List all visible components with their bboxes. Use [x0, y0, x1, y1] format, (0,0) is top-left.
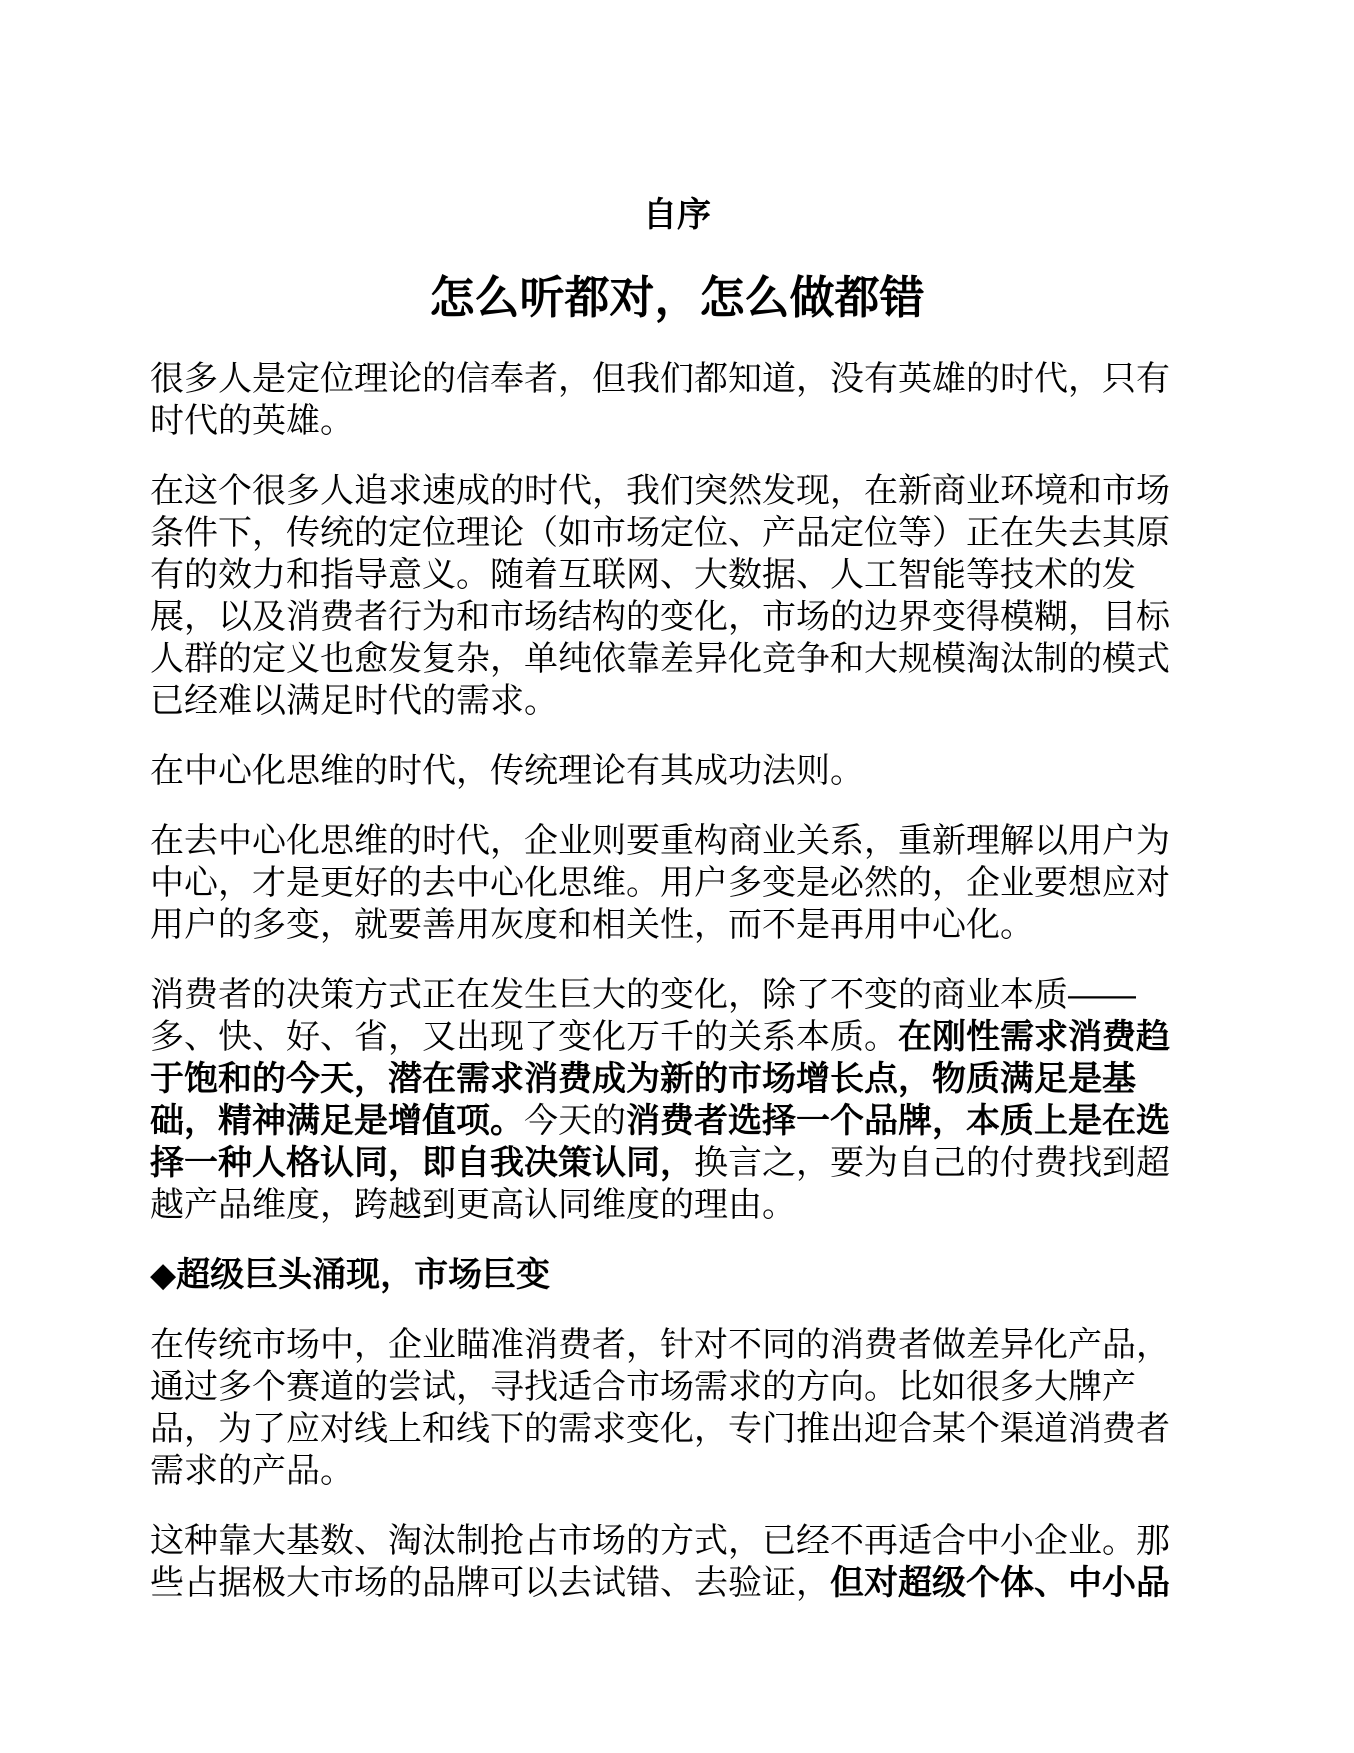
- paragraph: [150, 1520, 1170, 1604]
- text-run: 但对超级个体、中小品: [830, 1564, 1170, 1602]
- paragraph: [150, 358, 1170, 442]
- preface-label: 自序: [643, 196, 711, 234]
- document-body: [0, 358, 1354, 1604]
- section-heading: [150, 1254, 1170, 1296]
- text-run: 在传统市场中，企业瞄准消费者，针对不同的消费者做差异化产品，通过多个赛道的尝试，寻找适合市场需求的方向。比如很多大牌产品，为了应对线上和线下的需求变化，专门推出迎合某个渠道消费者需求的产品。: [150, 1326, 1170, 1490]
- paragraph: [150, 750, 1170, 792]
- text-run: 在刚性需求消费趋于饱和的今天，潜在需求消费成为新的市场增长点，物质满足是基础，精神满足是增值项。: [150, 1018, 1170, 1140]
- text-run: 换言之，要为自己的付费找到超越产品维度，跨越到更高认同维度的理由。: [150, 1144, 1170, 1224]
- text-run: 消费者选择一个品牌，本质上是在选择一种人格认同，即自我决策认同，: [150, 1102, 1170, 1182]
- paragraph: [150, 974, 1170, 1226]
- text-run: 很多人是定位理论的信奉者，但我们都知道，没有英雄的时代，只有时代的英雄。: [150, 360, 1170, 440]
- paragraph: [150, 470, 1170, 722]
- paragraph: [150, 1324, 1170, 1492]
- text-run: 消费者的决策方式正在发生巨大的变化，除了不变的商业本质——多、快、好、省，又出现了变化万千的关系本质。: [150, 976, 1136, 1056]
- chapter-title: 怎么听都对，怎么做都错: [429, 272, 925, 323]
- text-run: ◆超级巨头涌现，市场巨变: [150, 1256, 551, 1294]
- text-run: 在中心化思维的时代，传统理论有其成功法则。: [150, 752, 864, 790]
- text-run: 这种靠大基数、淘汰制抢占市场的方式，已经不再适合中小企业。那些占据极大市场的品牌可以去试错、去验证，: [150, 1522, 1170, 1602]
- paragraph: [150, 820, 1170, 946]
- text-run: 在去中心化思维的时代，企业则要重构商业关系，重新理解以用户为中心，才是更好的去中心化思维。用户多变是必然的，企业要想应对用户的多变，就要善用灰度和相关性，而不是再用中心化。: [150, 822, 1170, 944]
- text-run: 在这个很多人追求速成的时代，我们突然发现，在新商业环境和市场条件下，传统的定位理论（如市场定位、产品定位等）正在失去其原有的效力和指导意义。随着互联网、大数据、人工智能等技术的发展，以及消费者行为和市场结构的变化，市场的边界变得模糊，目标人群的定义也愈发复杂，单纯依靠差异化竞争和大规模淘汰制的模式已经难以满足时代的需求。: [150, 472, 1170, 720]
- text-run: 今天的: [524, 1102, 626, 1140]
